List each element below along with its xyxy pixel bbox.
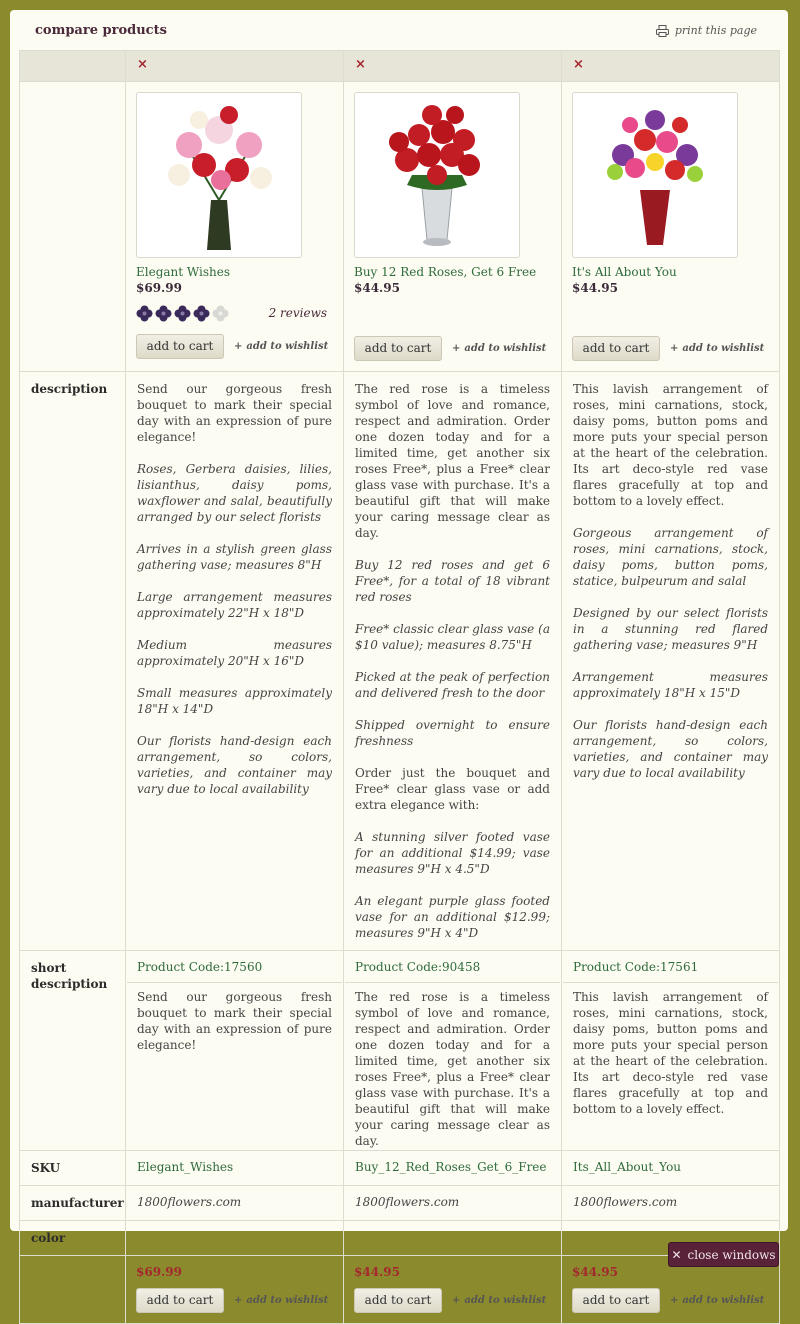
add-to-cart-button[interactable]: add to cart [354,336,442,361]
manufacturer-value: 1800flowers.com [355,1195,460,1209]
manufacturer-value: 1800flowers.com [137,1195,242,1209]
reviews-link[interactable]: 2 reviews [268,306,327,320]
product-price: $69.99 [136,281,182,295]
description-row [20,372,780,951]
short-description-text: Send our gorgeous fresh bouquet to mark their special day with an expression of pure elegance! [137,990,332,1052]
sku-value: Buy_12_Red_Roses_Get_6_Free [355,1160,547,1174]
page-title: compare products [35,23,167,38]
product-code: Product Code:90458 [345,952,560,983]
printer-icon [656,25,669,37]
add-to-wishlist-link[interactable] [234,339,328,355]
short-description-text: The red rose is a timeless symbol of love and romance, respect and admiration. Order one dozen today and for a limited time, get another six roses Free*, plus a Free* clear glass vase with purchase. It's a beautiful gift that will make your caring message clear as day. [355,990,550,1148]
description-paragraph: Buy 12 red roses and get 6 Free*, for a total of 18 vibrant red roses [355,558,550,604]
wishlist-label: add to wishlist [246,1294,329,1306]
add-to-wishlist-link[interactable] [670,341,764,357]
add-to-wishlist-link[interactable] [234,1293,328,1309]
product-actions [136,1288,333,1313]
product-price: $44.95 [354,281,400,295]
description-paragraph: Designed by our select florists in a stunning red flared gathering vase; measures 9"H [573,606,768,652]
close-label: close windows [687,1247,776,1262]
products-label-cell [20,82,126,372]
product-actions [354,336,551,361]
bottom-actions-row [20,1256,780,1324]
product-card [344,82,562,372]
description-paragraph: Shipped overnight to ensure freshness [355,718,550,748]
rating-filled-icon [174,305,191,322]
product-code: Product Code:17561 [563,952,778,983]
bouquet-pink-lilies-icon [149,100,289,250]
product-card [562,82,780,372]
description-label: description [31,382,108,396]
product-price: $69.99 [136,1265,182,1279]
description-paragraph: Our florists hand-design each arrangement, so colors, varieties, and container may vary due to local availability [573,718,768,780]
manufacturer-row [20,1186,780,1221]
description-paragraph: This lavish arrangement of roses, mini carnations, stock, daisy poms, button poms and more puts your special person at the heart of the celebration. Its art deco-style red vase flares gracefully at top and bottom to a lovely effect. [573,382,768,508]
wishlist-label: add to wishlist [682,1294,765,1306]
description-paragraph: Arrangement measures approximately 18"H x 15"D [573,670,768,700]
description-paragraph: The red rose is a timeless symbol of love and romance, respect and admiration. Order one dozen today and for a limited time, get another six roses Free*, plus a Free* clear glass vase with purchase. It's a beautiful gift that will make your caring message clear as day. [355,382,550,540]
color-value [563,1222,778,1236]
bottom-label-cell [20,1256,126,1324]
sku-row [20,1151,780,1186]
wishlist-label: add to wishlist [464,342,547,354]
add-to-cart-button[interactable]: add to cart [572,1288,660,1313]
plus-icon: + [452,342,461,354]
wishlist-label: add to wishlist [246,340,329,352]
remove-product-1-button[interactable]: × [137,57,148,72]
description-paragraph: Large arrangement measures approximately 22"H x 18"D [137,590,332,620]
add-to-wishlist-link[interactable] [670,1293,764,1309]
manufacturer-value: 1800flowers.com [573,1195,678,1209]
add-to-cart-button[interactable]: add to cart [354,1288,442,1313]
rating-filled-icon [136,305,153,322]
plus-icon: + [234,1294,243,1306]
description-paragraph: Send our gorgeous fresh bouquet to mark their special day with an expression of pure elegance! [137,382,332,444]
add-to-wishlist-link[interactable] [452,1293,546,1309]
add-to-cart-button[interactable]: add to cart [136,1288,224,1313]
rating-filled-icon [193,305,210,322]
product-actions [572,1288,769,1313]
title-bar [10,10,788,50]
plus-icon: + [234,340,243,352]
product-price: $44.95 [354,1265,400,1279]
remove-row [20,51,780,82]
wishlist-label: add to wishlist [682,342,765,354]
close-windows-button[interactable] [668,1242,779,1267]
plus-icon: + [670,342,679,354]
color-value [345,1222,560,1236]
product-name-link[interactable]: Buy 12 Red Roses, Get 6 Free [354,265,537,279]
print-page-link[interactable] [656,24,757,37]
remove-product-3-button[interactable]: × [573,57,584,72]
remove-product-2-button[interactable]: × [355,57,366,72]
plus-icon: + [452,1294,461,1306]
products-row [20,82,780,372]
rating-filled-icon [155,305,172,322]
product-image-link[interactable] [572,92,738,258]
product-description [127,373,342,805]
product-actions [354,1288,551,1313]
rating-empty-icon [212,305,229,322]
product-actions [572,336,769,361]
product-code: Product Code:17560 [127,952,342,983]
product-price: $44.95 [572,281,618,295]
description-paragraph: Roses, Gerbera daisies, lilies, lisianthus, daisy poms, waxflower and salal, beautifully arranged by our select florists [137,462,332,524]
header-blank-cell [20,51,126,82]
description-paragraph: Free* classic clear glass vase (a $10 value); measures 8.75"H [355,622,550,652]
manufacturer-label: manufacturer [31,1196,124,1210]
description-paragraph: A stunning silver footed vase for an additional $14.99; vase measures 9"H x 4.5"D [355,830,550,876]
description-paragraph: Medium measures approximately 20"H x 16"D [137,638,332,668]
bouquet-red-roses-icon [367,100,507,250]
color-value [127,1222,342,1236]
product-image-link[interactable] [354,92,520,258]
rating [136,304,333,322]
sku-label: SKU [31,1161,61,1175]
product-name-link[interactable]: It's All About You [572,265,677,279]
short-description-row [20,951,780,1151]
description-paragraph: Picked at the peak of perfection and delivered fresh to the door [355,670,550,700]
product-description [563,373,778,789]
description-paragraph: Our florists hand-design each arrangement, so colors, varieties, and container may vary due to local availability [137,734,332,796]
description-paragraph: Order just the bouquet and Free* clear glass vase or add extra elegance with: [355,766,550,812]
add-to-cart-button[interactable]: add to cart [572,336,660,361]
color-row [20,1221,780,1256]
compare-table [19,50,780,1324]
product-name-link[interactable]: Elegant Wishes [136,265,231,279]
short-description-label: short description [31,961,108,991]
sku-value: Elegant_Wishes [137,1160,234,1174]
short-description-text: This lavish arrangement of roses, mini carnations, stock, daisy poms, button poms and more puts your special person at the heart of the celebration. Its art deco-style red vase flares gracefully at top and bottom to a lovely effect. [573,990,768,1116]
product-image-link[interactable] [136,92,302,258]
product-card [126,82,344,372]
sku-value: Its_All_About_You [573,1160,682,1174]
plus-icon: + [670,1294,679,1306]
description-paragraph: Arrives in a stylish green glass gathering vase; measures 8"H [137,542,332,572]
product-description [345,373,560,949]
bouquet-mixed-red-vase-icon [585,100,725,250]
color-label: color [31,1231,66,1245]
add-to-wishlist-link[interactable] [452,341,546,357]
description-paragraph: An elegant purple glass footed vase for an additional $12.99; measures 9"H x 4"D [355,894,550,940]
add-to-cart-button[interactable]: add to cart [136,334,224,359]
print-label: print this page [674,24,757,37]
product-actions [136,334,333,359]
product-price: $44.95 [572,1265,618,1279]
wishlist-label: add to wishlist [464,1294,547,1306]
description-paragraph: Gorgeous arrangement of roses, mini carnations, stock, daisy poms, button poms, statice, bulpeurum and salal [573,526,768,588]
close-icon: ✕ [671,1247,682,1262]
description-paragraph: Small measures approximately 18"H x 14"D [137,686,332,716]
